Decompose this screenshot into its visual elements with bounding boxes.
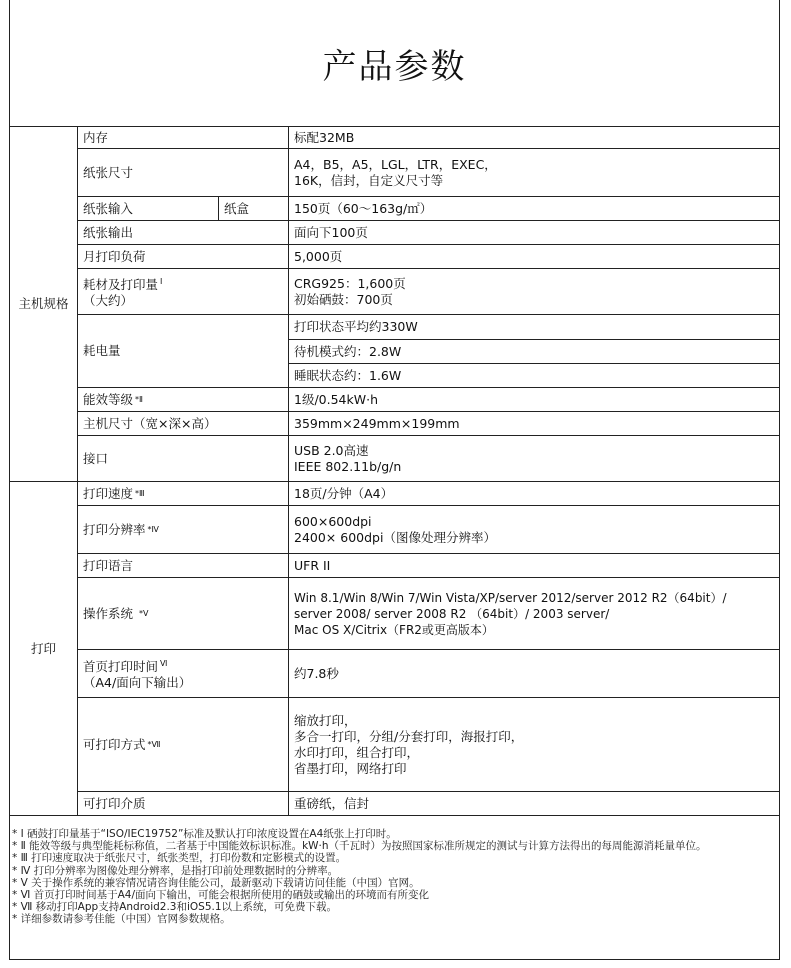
print-speed-label-cell: [78, 482, 289, 506]
paper-input-label: 纸张输入: [78, 197, 219, 221]
consumables-value: CRG925：1,600页 初始硒鼓：700页: [289, 269, 780, 315]
language-label: 打印语言: [78, 554, 289, 578]
os-value: Win 8.1/Win 8/Win 7/Win Vista/XP/server 2012/server 2012 R2（64bit）/ server 2008/ server 2008 R2 （64bit）/ 2003 server/ Mac OS X/Citrix（FR2或更高版本）: [289, 578, 780, 650]
footnote: * Ⅴ 关于操作系统的兼容情况请咨询佳能公司，最新驱动下载请访问佳能（中国）官网。: [12, 876, 420, 889]
energy-mark: *Ⅱ: [135, 394, 143, 404]
memory-value: 标配32MB: [289, 127, 780, 149]
first-print-mark: Ⅵ: [160, 658, 168, 668]
print-methods-value: 缩放打印， 多合一打印，分组/分套打印，海报打印， 水印打印，组合打印， 省墨打印，网络打印: [289, 698, 780, 792]
resolution-mark: *Ⅳ: [147, 524, 159, 534]
paper-size-value: A4，B5，A5，LGL，LTR，EXEC， 16K，信封，自定义尺寸等: [289, 149, 780, 197]
footnote: * Ⅰ 硒鼓打印量基于“ISO/IEC19752”标准及默认打印浓度设置在A4纸张上打印时。: [12, 828, 397, 840]
interface-value: USB 2.0高速 IEEE 802.11b/g/n: [289, 436, 780, 482]
footnote: * 详细参数请参考佳能（中国）官网参数规格。: [12, 913, 231, 926]
footnote: * Ⅶ 移动打印App支持Android2.3和iOS5.1以上系统，可免费下载。: [12, 901, 338, 914]
os-mark: *Ⅴ: [139, 608, 149, 618]
section-print: 打印: [9, 482, 78, 816]
print-speed-label: 打印速度: [83, 485, 134, 501]
dimensions-value: 359mm×249mm×199mm: [289, 412, 780, 436]
paper-output-label: 纸张输出: [78, 221, 289, 245]
print-methods-label-cell: [78, 698, 289, 792]
interface-label: 接口: [78, 436, 289, 482]
energy-label-cell: [78, 388, 289, 412]
first-print-label: 首页打印时间: [83, 659, 159, 675]
print-methods-label: 可打印方式: [83, 736, 146, 752]
first-print-value: 约7.8秒: [289, 650, 780, 698]
section-host-spec: 主机规格: [9, 127, 78, 482]
resolution-label-cell: [78, 506, 289, 554]
language-value: UFR II: [289, 554, 780, 578]
os-label: 操作系统: [83, 605, 134, 621]
energy-label: 能效等级: [83, 391, 134, 407]
consumables-label-2: （大约）: [83, 293, 134, 309]
print-speed-mark: *Ⅲ: [135, 488, 145, 498]
consumables-label-cell: [78, 269, 289, 315]
footnote: * Ⅳ 打印分辨率为图像处理分辨率，是指打印前处理数据时的分辨率。: [12, 864, 339, 877]
resolution-value: 600×600dpi 2400× 600dpi（图像处理分辨率）: [289, 506, 780, 554]
paper-input-tray: 纸盒: [219, 197, 289, 221]
footnote: * Ⅲ 打印速度取决于纸张尺寸，纸张类型，打印份数和定影模式的设置。: [12, 852, 347, 865]
power-value-print: 打印状态平均约330W: [289, 315, 780, 340]
monthly-duty-label: 月打印负荷: [78, 245, 289, 269]
media-value: 重磅纸，信封: [289, 792, 780, 816]
footnote: * Ⅵ 首页打印时间基于A4/面向下输出，可能会根据所使用的硒鼓或输出的环境而有所变化: [12, 889, 430, 902]
first-print-label-2: （A4/面向下输出）: [83, 675, 192, 691]
consumables-mark: Ⅰ: [160, 276, 163, 286]
first-print-label-cell: [78, 650, 289, 698]
page-title: 产品参数: [9, 0, 780, 127]
monthly-duty-value: 5,000页: [289, 245, 780, 269]
memory-label: 内存: [78, 127, 289, 149]
paper-output-value: 面向下100页: [289, 221, 780, 245]
os-label-cell: [78, 578, 289, 650]
paper-size-label: 纸张尺寸: [78, 149, 289, 197]
consumables-label: 耗材及打印量: [83, 277, 159, 293]
footnotes: [12, 828, 772, 926]
power-value-sleep: 睡眠状态约：1.6W: [289, 364, 780, 388]
dimensions-label: 主机尺寸（宽×深×高）: [78, 412, 289, 436]
print-methods-mark: *Ⅶ: [147, 739, 161, 749]
energy-value: 1级/0.54kW·h: [289, 388, 780, 412]
print-speed-value: 18页/分钟（A4）: [289, 482, 780, 506]
power-value-standby: 待机模式约：2.8W: [289, 340, 780, 364]
power-label: 耗电量: [78, 315, 289, 388]
resolution-label: 打印分辨率: [83, 521, 146, 537]
paper-input-value: 150页（60～163g/㎡）: [289, 197, 780, 221]
footnote: * Ⅱ 能效等级与典型能耗标称值，二者基于中国能效标识标准。kW·h（千瓦时）为按照国家标准所规定的测试与计算方法得出的每周能源消耗量单位。: [12, 840, 707, 853]
media-label: 可打印介质: [78, 792, 289, 816]
